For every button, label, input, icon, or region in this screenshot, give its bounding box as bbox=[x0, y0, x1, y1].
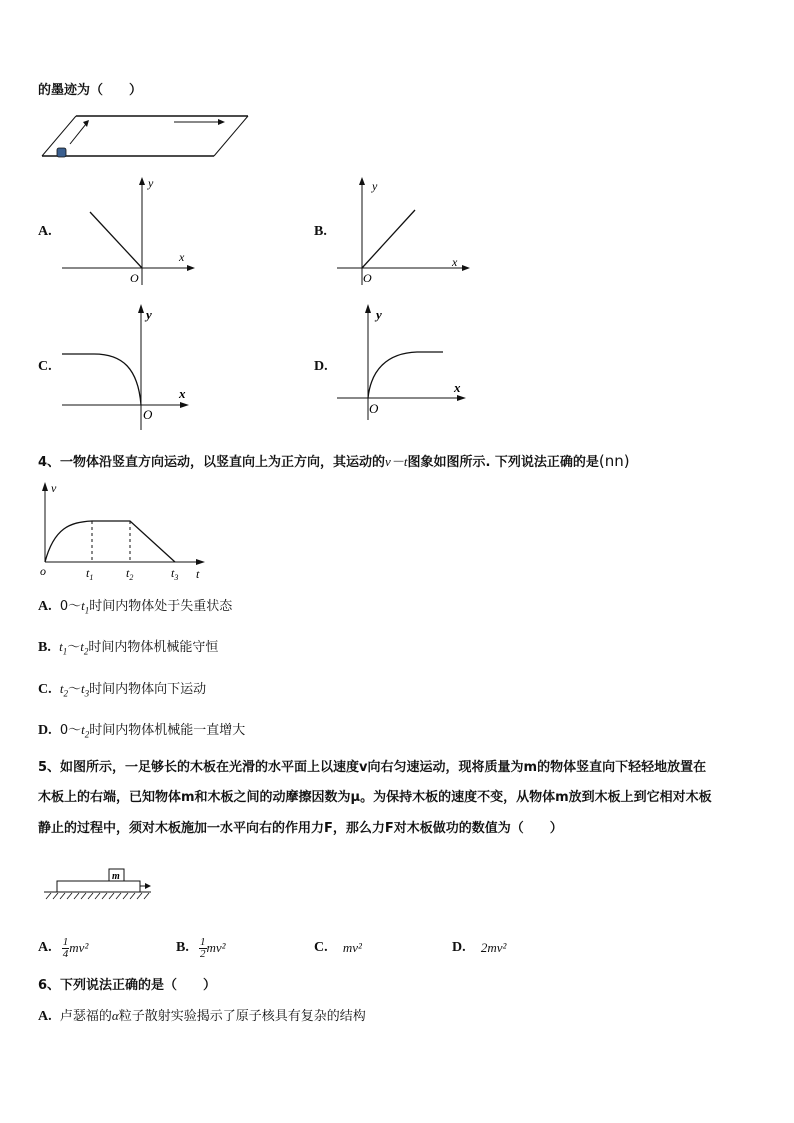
q3-d-origin: O bbox=[369, 401, 379, 416]
q5-stem-line2: 木板上的右端，已知物体m和木板之间的动摩擦因数为μ。为保持木板的速度不变，从物体m放到木板上到它相对木板 bbox=[38, 790, 712, 805]
q3-option-a-graph bbox=[60, 175, 200, 290]
q3-option-d-label: D. bbox=[314, 359, 328, 374]
q3-diagram bbox=[38, 108, 253, 164]
q3-a-ylabel: y bbox=[148, 176, 154, 190]
q3-option-c-graph bbox=[60, 302, 195, 432]
q4-origin: o bbox=[40, 564, 46, 578]
q4-vt-graph bbox=[36, 478, 211, 586]
q4-option-b[interactable]: B. $t_1\sim t_2$时间内物体机械能守恒 bbox=[38, 639, 219, 657]
q5-option-a[interactable]: A. $\frac{1}{4}$ mv² bbox=[38, 935, 89, 960]
q4-t3-label: $t_3$ bbox=[171, 566, 179, 582]
q5-option-b[interactable]: B. $\frac{1}{2}$ mv² bbox=[176, 935, 226, 960]
q3-c-ylabel: y bbox=[146, 307, 152, 322]
q5-stem-line1: 5、如图所示，一足够长的木板在光滑的水平面上以速度v向右匀速运动，现将质量为m的物体竖直向下轻轻地放置在 bbox=[38, 760, 707, 775]
q3-c-origin: O bbox=[143, 407, 153, 422]
q3-b-xlabel: x bbox=[452, 255, 458, 269]
q4-t-axis-label: t bbox=[196, 567, 200, 581]
q5-stem-line3: 静止的过程中，须对木板施加一水平向右的作用力F，那么力F对木板做功的数值为（ ） bbox=[38, 821, 563, 836]
q3-option-b-label: B. bbox=[314, 224, 327, 239]
q3-d-xlabel: x bbox=[454, 380, 461, 395]
q5-option-b-fraction: $\frac{1}{2}$ bbox=[200, 935, 206, 960]
q6-option-a[interactable]: A. 卢瑟福的α粒子散射实验揭示了原子核具有复杂的结构 bbox=[38, 1008, 366, 1024]
q3-a-xlabel: x bbox=[179, 250, 185, 264]
q4-option-d[interactable]: D. $0\sim t_2$时间内物体机械能一直增大 bbox=[38, 722, 246, 740]
q4-v-label: v bbox=[51, 481, 57, 495]
q3-option-b-graph bbox=[335, 175, 475, 290]
q5-option-d[interactable]: D. 2mv² bbox=[452, 940, 507, 955]
q5-board-diagram bbox=[42, 864, 154, 904]
q3-option-a-label: A. bbox=[38, 224, 52, 239]
q3-c-xlabel: x bbox=[179, 386, 186, 401]
q4-stem: 4、一物体沿竖直方向运动，以竖直向上为正方向，其运动的v－t图象如图所示. 下列说法正确的是(nn) bbox=[38, 452, 630, 470]
q3-d-ylabel: y bbox=[376, 307, 382, 322]
q4-t2-label: $t_2$ bbox=[126, 566, 134, 582]
q5-block-label: m bbox=[112, 871, 120, 882]
q3-option-d-graph bbox=[335, 302, 470, 422]
q3-stem-tail: 的墨迹为（ ） bbox=[38, 83, 143, 98]
q5-option-a-fraction: $\frac{1}{4}$ bbox=[62, 935, 69, 960]
q3-b-ylabel: y bbox=[372, 179, 378, 193]
q4-t1-label: $t_1$ bbox=[86, 566, 94, 582]
q3-b-origin: O bbox=[363, 271, 372, 285]
q5-option-c[interactable]: C. mv² bbox=[314, 940, 362, 955]
q6-stem: 6、下列说法正确的是（ ） bbox=[38, 978, 217, 993]
q4-option-a[interactable]: A. $0\sim t_1$时间内物体处于失重状态 bbox=[38, 598, 233, 616]
q3-a-origin: O bbox=[130, 271, 139, 285]
q4-option-c[interactable]: C. $t_2\sim t_3$时间内物体向下运动 bbox=[38, 681, 207, 699]
q3-option-c-label: C. bbox=[38, 359, 52, 374]
